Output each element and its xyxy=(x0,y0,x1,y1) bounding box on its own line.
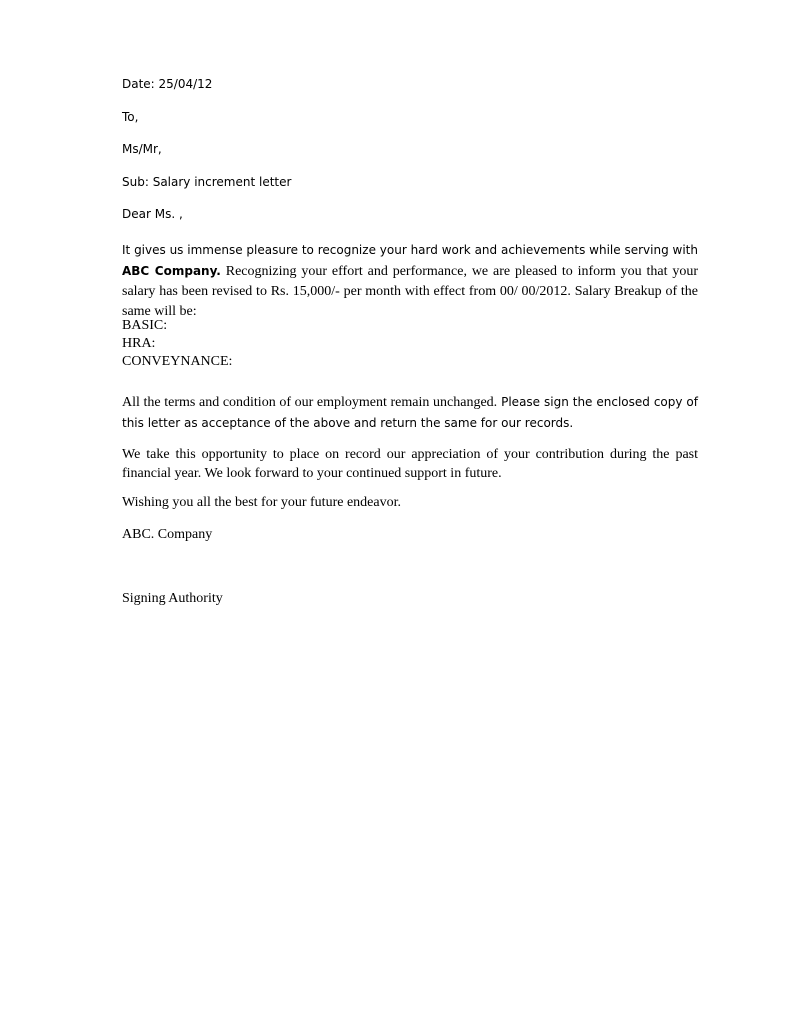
paragraph-body: Recognizing your effort and performance, we are pleased to inform you that your salary has been revised to Rs. 15,000/- per month with effect from 00/ 00/2012. Salary Breakup of the same will be: xyxy=(122,264,698,319)
closing-wishes: Wishing you all the best for your future endeavor. xyxy=(122,495,401,510)
letter-greeting: Dear Ms. , xyxy=(122,207,183,221)
sender-company: ABC. Company xyxy=(122,527,213,542)
paragraph-terms-part2: Please sign the enclosed copy of this letter as acceptance of the above and return the same for our records. xyxy=(122,395,699,430)
breakup-hra: HRA: xyxy=(122,336,156,351)
paragraph-terms xyxy=(122,392,698,433)
letter-date: Date: 25/04/12 xyxy=(122,77,213,91)
letter-subject: Sub: Salary increment letter xyxy=(122,175,292,189)
breakup-basic: BASIC: xyxy=(122,318,168,333)
breakup-conveyance: CONVEYNANCE: xyxy=(122,354,233,369)
paragraph-terms-part1: All the terms and condition of our employment remain unchanged. xyxy=(122,395,498,410)
paragraph-appreciation: We take this opportunity to place on record our appreciation of your contribution during the past financial year. We look forward to your continued support in future. xyxy=(122,447,698,481)
paragraph-intro: It gives us immense pleasure to recognize your hard work and achievements while serving with xyxy=(122,243,698,257)
letter-to: To, xyxy=(122,110,139,124)
company-name-bold: ABC Company. xyxy=(122,264,221,278)
signing-authority: Signing Authority xyxy=(122,591,223,606)
paragraph-salary-revision xyxy=(122,240,698,322)
recipient-salutation: Ms/Mr, xyxy=(122,142,162,156)
